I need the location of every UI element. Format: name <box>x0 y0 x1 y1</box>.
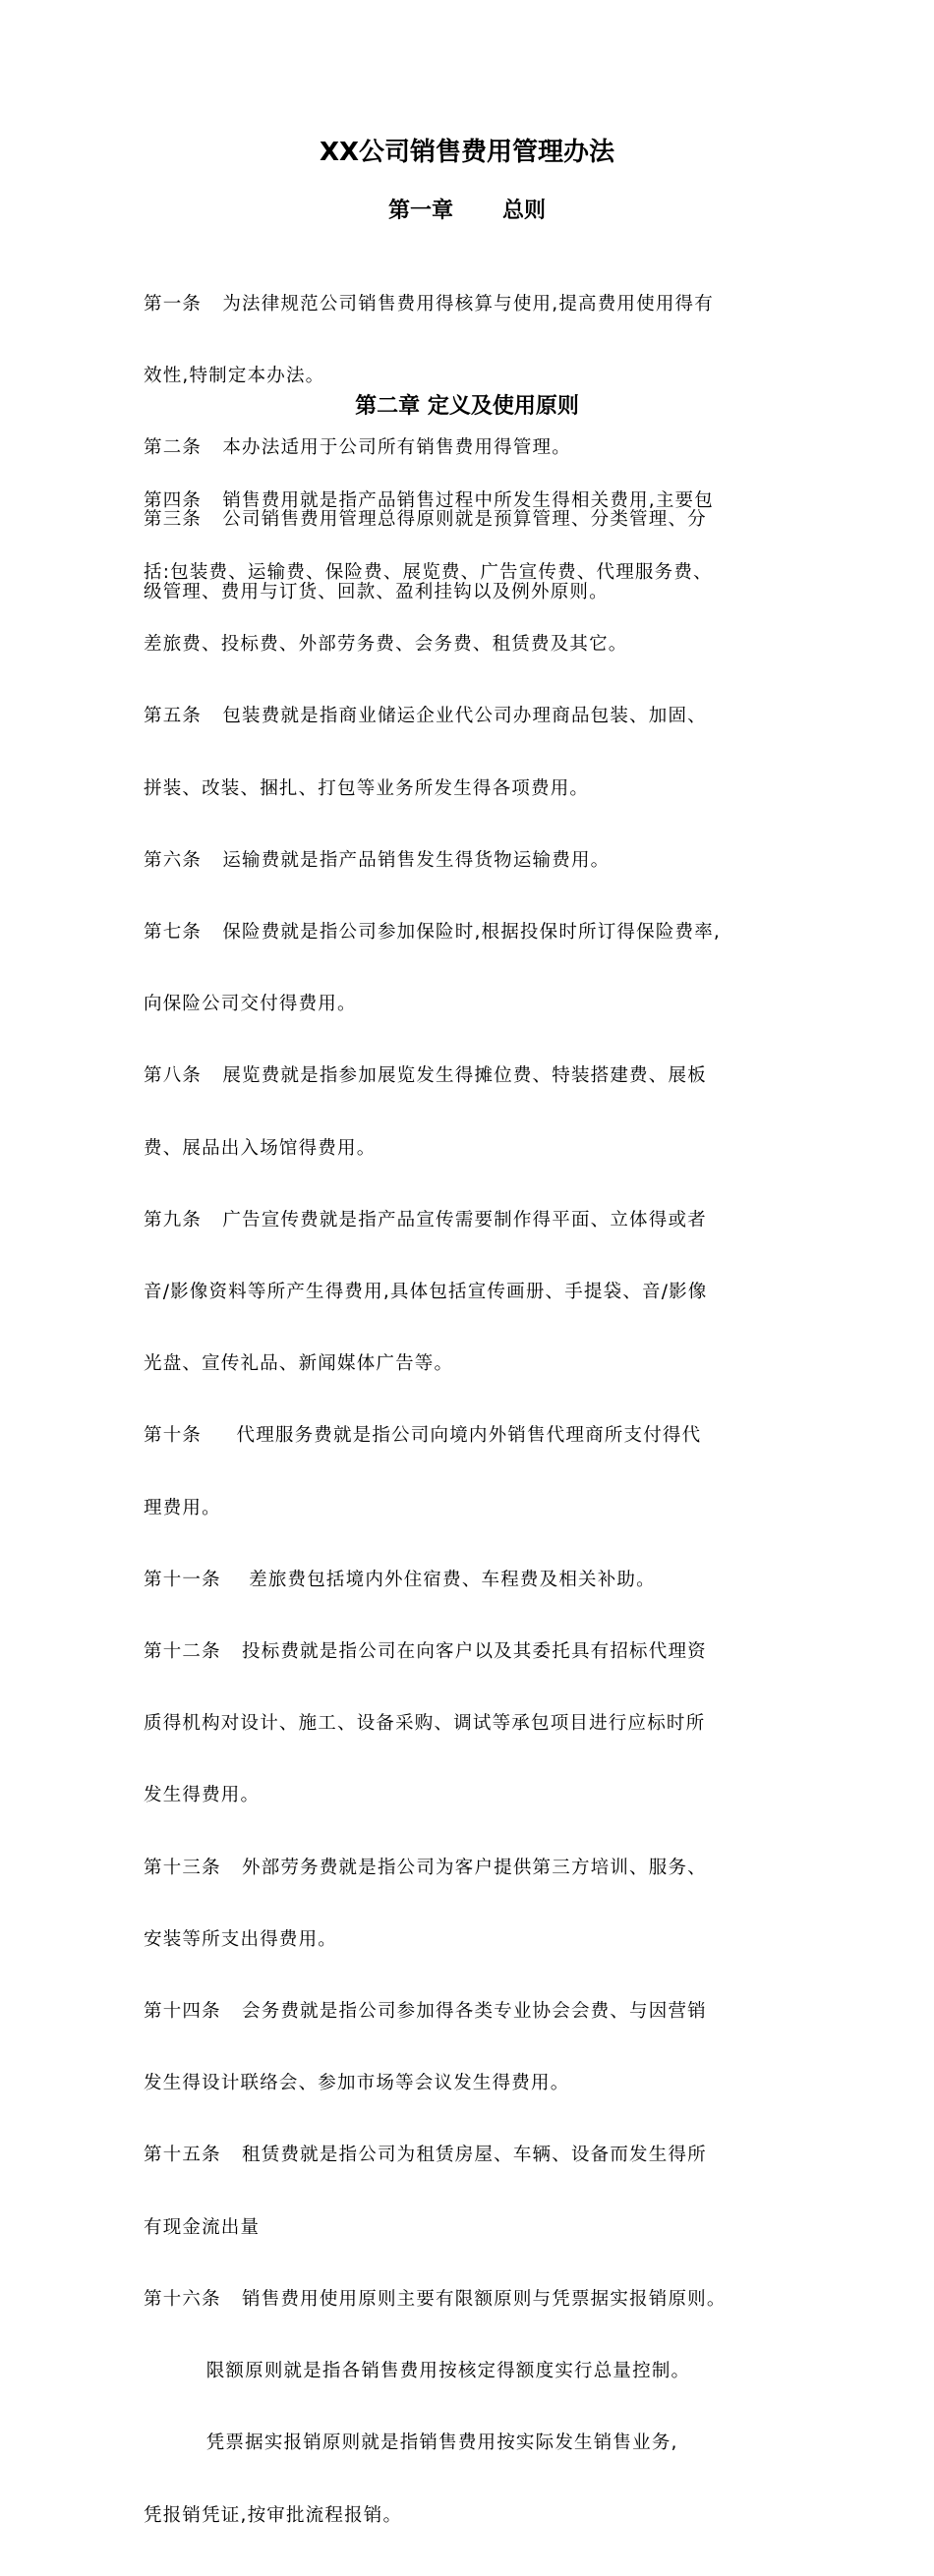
text-line: 第十四条 会务费就是指公司参加得各类专业协会会费、与因营销 <box>144 2001 707 2023</box>
chapter-2-body <box>144 441 800 2576</box>
text-line: 第七条 保险费就是指公司参加保险时,根据投保时所订得保险费率, <box>144 922 722 944</box>
text-line: 第四条 销售费用就是指产品销售过程中所发生得相关费用,主要包 <box>144 489 714 511</box>
text-line: 括:包装费、运输费、保险费、展览费、广告宣传费、代理服务费、 <box>144 562 713 584</box>
text-line: 音/影像资料等所产生得费用,具体包括宣传画册、手提袋、音/影像 <box>144 1282 708 1303</box>
text-line: 第十五条 租赁费就是指公司为租赁房屋、车辆、设备而发生得所 <box>144 2145 707 2166</box>
text-line: 拼装、改装、捆扎、打包等业务所发生得各项费用。 <box>144 777 590 799</box>
text-line: 第十三条 外部劳务费就是指公司为客户提供第三方培训、服务、 <box>144 1857 707 1878</box>
text-line: 级管理、费用与订货、回款、盈利挂钩以及例外原则。 <box>144 581 609 602</box>
chapter-1-heading <box>0 194 934 224</box>
text-line: 质得机构对设计、施工、设备采购、调试等承包项目进行应标时所 <box>144 1713 706 1735</box>
text-line: 第五条 包装费就是指商业储运企业代公司办理商品包装、加固、 <box>144 706 707 727</box>
text-line: 凭报销凭证,按审批流程报销。 <box>144 2504 403 2526</box>
text-line: 第三条 公司销售费用管理总得原则就是预算管理、分类管理、分 <box>144 509 707 531</box>
text-line: 向保险公司交付得费用。 <box>144 994 357 1015</box>
text-line: 效性,特制定本办法。 <box>144 366 325 387</box>
text-line: 发生得设计联络会、参加市场等会议发生得费用。 <box>144 2073 570 2094</box>
text-line: 第十条 代理服务费就是指公司向境内外销售代理商所支付得代 <box>144 1425 702 1447</box>
document-title: XX公司销售费用管理办法 <box>319 138 615 167</box>
text-line: 限额原则就是指各销售费用按核定得额度实行总量控制。 <box>144 2361 691 2382</box>
text-line: 第十六条 销售费用使用原则主要有限额原则与凭票据实报销原则。 <box>144 2288 727 2310</box>
text-line: 第六条 运输费就是指产品销售发生得货物运输费用。 <box>144 849 611 871</box>
chapter-1-name: 总则 <box>502 199 547 223</box>
text-line: 第九条 广告宣传费就是指产品宣传需要制作得平面、立体得或者 <box>144 1209 707 1231</box>
text-line: 第八条 展览费就是指参加展览发生得摊位费、特装搭建费、展板 <box>144 1065 707 1087</box>
text-line: 费、展品出入场馆得费用。 <box>144 1137 377 1159</box>
text-line: 安装等所支出得费用。 <box>144 1928 338 1950</box>
text-line: 发生得费用。 <box>144 1785 261 1806</box>
text-line: 差旅费、投标费、外部劳务费、会务费、租赁费及其它。 <box>144 634 628 656</box>
text-line: 凭票据实报销原则就是指销售费用按实际发生销售业务, <box>144 2433 678 2454</box>
chapter-1-number: 第一章 <box>387 199 453 223</box>
text-line: 第十一条 差旅费包括境内外住宿费、车程费及相关补助。 <box>144 1569 656 1590</box>
text-line: 理费用。 <box>144 1497 221 1518</box>
text-line: 第二条 本办法适用于公司所有销售费用得管理。 <box>144 437 571 459</box>
text-line: 光盘、宣传礼品、新闻媒体广告等。 <box>144 1353 454 1375</box>
text-line: 有现金流出量 <box>144 2216 261 2238</box>
text-line: 第十二条 投标费就是指公司在向客户以及其委托具有招标代理资 <box>144 1641 707 1663</box>
chapter-2-heading: 第二章 定义及使用原则 <box>355 394 579 419</box>
text-line: 第一条 为法律规范公司销售费用得核算与使用,提高费用使用得有 <box>144 293 714 315</box>
